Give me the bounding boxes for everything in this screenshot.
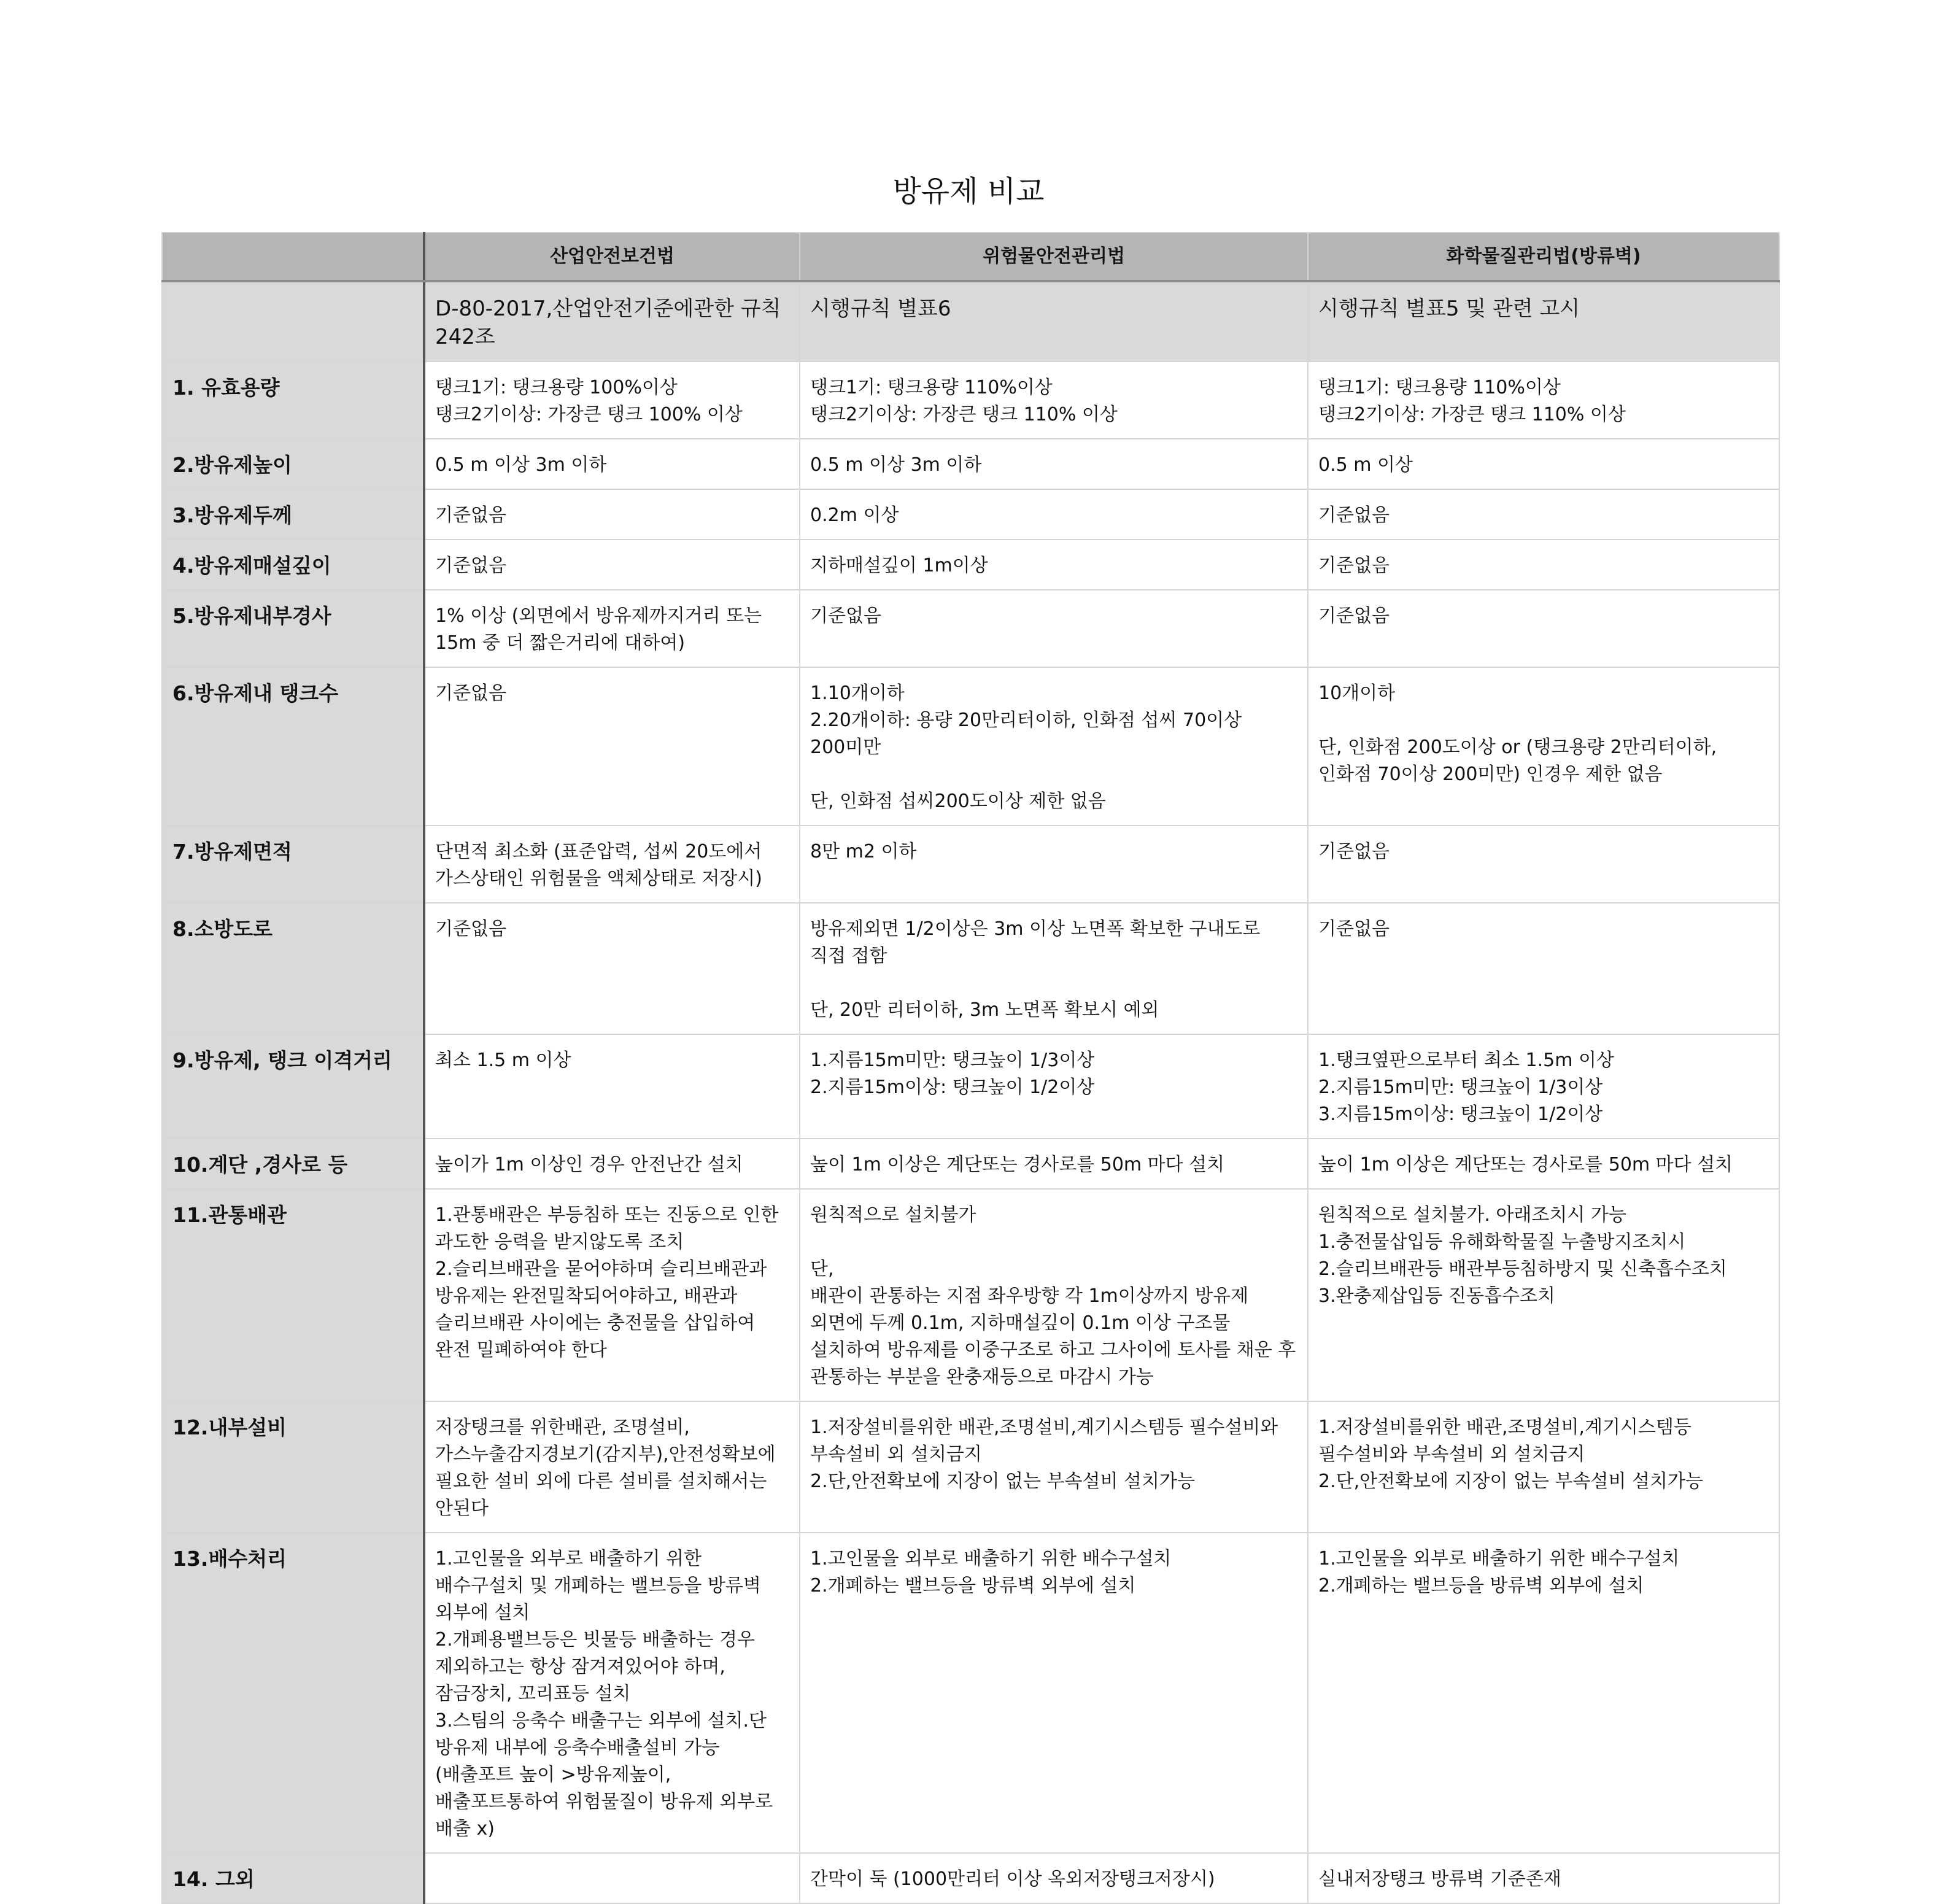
cell-osh: 0.5 m 이상 3m 이하	[424, 439, 800, 489]
row-label: 2.방유제높이	[162, 439, 424, 489]
cell-haz: 간막이 둑 (1000만리터 이상 옥외저장탱크저장시)	[800, 1853, 1308, 1903]
cell-chem: 실내저장탱크 방류벽 기준존재	[1308, 1853, 1779, 1903]
source-row	[162, 281, 1779, 362]
table-row	[162, 1533, 1779, 1853]
cell-chem: 원칙적으로 설치불가. 아래조치시 가능 1.충전물삽입등 유해화학물질 누출방지조치시 2.슬리브배관등 배관부등침하방지 및 신축흡수조치 3.완충제삽입등 진동흡수조치	[1308, 1189, 1779, 1401]
table-row	[162, 1189, 1779, 1401]
header-haz: 위험물안전관리법	[800, 233, 1308, 281]
cell-osh: 탱크1기: 탱크용량 100%이상 탱크2기이상: 가장큰 탱크 100% 이상	[424, 362, 800, 439]
table-row	[162, 667, 1779, 826]
row-label: 3.방유제두께	[162, 489, 424, 540]
row-label: 8.소방도로	[162, 903, 424, 1034]
table-row	[162, 1853, 1779, 1903]
cell-haz: 0.2m 이상	[800, 489, 1308, 540]
row-label: 1. 유효용량	[162, 362, 424, 439]
table-row	[162, 903, 1779, 1034]
row-label: 11.관통배관	[162, 1189, 424, 1401]
cell-osh: 기준없음	[424, 903, 800, 1034]
cell-haz: 0.5 m 이상 3m 이하	[800, 439, 1308, 489]
row-label: 6.방유제내 탱크수	[162, 667, 424, 826]
cell-haz: 1.지름15m미만: 탱크높이 1/3이상 2.지름15m이상: 탱크높이 1/2이상	[800, 1034, 1308, 1139]
cell-haz: 1.고인물을 외부로 배출하기 위한 배수구설치 2.개폐하는 밸브등을 방류벽 외부에 설치	[800, 1533, 1308, 1853]
row-label: 10.계단 ,경사로 등	[162, 1139, 424, 1189]
cell-chem: 높이 1m 이상은 계단또는 경사로를 50m 마다 설치	[1308, 1139, 1779, 1189]
cell-osh: 기준없음	[424, 489, 800, 540]
cell-haz: 원칙적으로 설치불가 단, 배관이 관통하는 지점 좌우방향 각 1m이상까지 방유제 외면에 두께 0.1m, 지하매설깊이 0.1m 이상 구조물 설치하여 방유제를 이중구조로 하고 그사이에 토사를 채운 후 관통하는 부분을 완충재등으로 마감시 가능	[800, 1189, 1308, 1401]
row-label: 12.내부설비	[162, 1401, 424, 1533]
cell-osh: 기준없음	[424, 540, 800, 590]
cell-chem: 기준없음	[1308, 540, 1779, 590]
table-row	[162, 1139, 1779, 1189]
cell-chem: 탱크1기: 탱크용량 110%이상 탱크2기이상: 가장큰 탱크 110% 이상	[1308, 362, 1779, 439]
cell-osh: 단면적 최소화 (표준압력, 섭씨 20도에서 가스상태인 위험물을 액체상태로 저장시)	[424, 826, 800, 903]
table-row	[162, 362, 1779, 439]
cell-osh: 최소 1.5 m 이상	[424, 1034, 800, 1139]
table-row	[162, 489, 1779, 540]
row-label: 4.방유제매설깊이	[162, 540, 424, 590]
cell-chem: 0.5 m 이상	[1308, 439, 1779, 489]
table-row	[162, 439, 1779, 489]
source-label	[162, 281, 424, 362]
cell-haz: 지하매설깊이 1m이상	[800, 540, 1308, 590]
header-chem: 화학물질관리법(방류벽)	[1308, 233, 1779, 281]
cell-haz: 기준없음	[800, 590, 1308, 667]
cell-chem: 10개이하 단, 인화점 200도이상 or (탱크용량 2만리터이하, 인화점 70이상 200미만) 인경우 제한 없음	[1308, 667, 1779, 826]
source-chem: 시행규칙 별표5 및 관련 고시	[1308, 281, 1779, 362]
cell-chem: 기준없음	[1308, 903, 1779, 1034]
row-label: 13.배수처리	[162, 1533, 424, 1853]
cell-chem: 1.탱크옆판으로부터 최소 1.5m 이상 2.지름15m미만: 탱크높이 1/3이상 3.지름15m이상: 탱크높이 1/2이상	[1308, 1034, 1779, 1139]
cell-osh: 기준없음	[424, 667, 800, 826]
cell-haz: 높이 1m 이상은 계단또는 경사로를 50m 마다 설치	[800, 1139, 1308, 1189]
source-osh: D-80-2017,산업안전기준에관한 규칙 242조	[424, 281, 800, 362]
table-body	[162, 281, 1779, 1903]
row-label: 5.방유제내부경사	[162, 590, 424, 667]
table-row	[162, 1401, 1779, 1533]
cell-osh: 1.고인물을 외부로 배출하기 위한 배수구설치 및 개폐하는 밸브등을 방류벽 외부에 설치 2.개폐용밸브등은 빗물등 배출하는 경우 제외하고는 항상 잠겨져있어야 하며, 잠금장치, 꼬리표등 설치 3.스팀의 응축수 배출구는 외부에 설치.단 방유제 내부에 응축수배출설비 가능(배출포트 높이 >방유제높이,배출포트통하여 위험물질이 방유제 외부로 배출 x)	[424, 1533, 800, 1853]
table-row	[162, 1034, 1779, 1139]
cell-haz: 8만 m2 이하	[800, 826, 1308, 903]
row-label: 7.방유제면적	[162, 826, 424, 903]
source-haz: 시행규칙 별표6	[800, 281, 1308, 362]
cell-osh	[424, 1853, 800, 1903]
cell-haz: 1.10개이하 2.20개이하: 용량 20만리터이하, 인화점 섭씨 70이상 200미만 단, 인화점 섭씨200도이상 제한 없음	[800, 667, 1308, 826]
cell-chem: 기준없음	[1308, 489, 1779, 540]
cell-osh: 저장탱크를 위한배관, 조명설비, 가스누출감지경보기(감지부),안전성확보에 필요한 설비 외에 다른 설비를 설치해서는 안된다	[424, 1401, 800, 1533]
row-label: 14. 그외	[162, 1853, 424, 1903]
cell-chem: 1.저장설비를위한 배관,조명설비,계기시스템등 필수설비와 부속설비 외 설치금지 2.단,안전확보에 지장이 없는 부속설비 설치가능	[1308, 1401, 1779, 1533]
cell-chem: 기준없음	[1308, 826, 1779, 903]
table-row	[162, 540, 1779, 590]
cell-haz: 1.저장설비를위한 배관,조명설비,계기시스템등 필수설비와 부속설비 외 설치금지 2.단,안전확보에 지장이 없는 부속설비 설치가능	[800, 1401, 1308, 1533]
cell-chem: 기준없음	[1308, 590, 1779, 667]
row-label: 9.방유제, 탱크 이격거리	[162, 1034, 424, 1139]
header-row	[162, 233, 1779, 281]
header-osh: 산업안전보건법	[424, 233, 800, 281]
header-corner	[162, 233, 424, 281]
cell-haz: 방유제외면 1/2이상은 3m 이상 노면폭 확보한 구내도로 직접 접함 단, 20만 리터이하, 3m 노면폭 확보시 예외	[800, 903, 1308, 1034]
cell-osh: 1% 이상 (외면에서 방유제까지거리 또는 15m 중 더 짧은거리에 대하여)	[424, 590, 800, 667]
comparison-table	[161, 232, 1780, 1904]
table-row	[162, 590, 1779, 667]
cell-haz: 탱크1기: 탱크용량 110%이상 탱크2기이상: 가장큰 탱크 110% 이상	[800, 362, 1308, 439]
cell-osh: 1.관통배관은 부등침하 또는 진동으로 인한 과도한 응력을 받지않도록 조치 2.슬리브배관을 묻어야하며 슬리브배관과 방유제는 완전밀착되어야하고, 배관과 슬리브배관 사이에는 충전물을 삽입하여 완전 밀폐하여야 한다	[424, 1189, 800, 1401]
cell-osh: 높이가 1m 이상인 경우 안전난간 설치	[424, 1139, 800, 1189]
table-row	[162, 826, 1779, 903]
page-title: 방유제 비교	[892, 174, 1045, 209]
cell-chem: 1.고인물을 외부로 배출하기 위한 배수구설치 2.개폐하는 밸브등을 방류벽 외부에 설치	[1308, 1533, 1779, 1853]
